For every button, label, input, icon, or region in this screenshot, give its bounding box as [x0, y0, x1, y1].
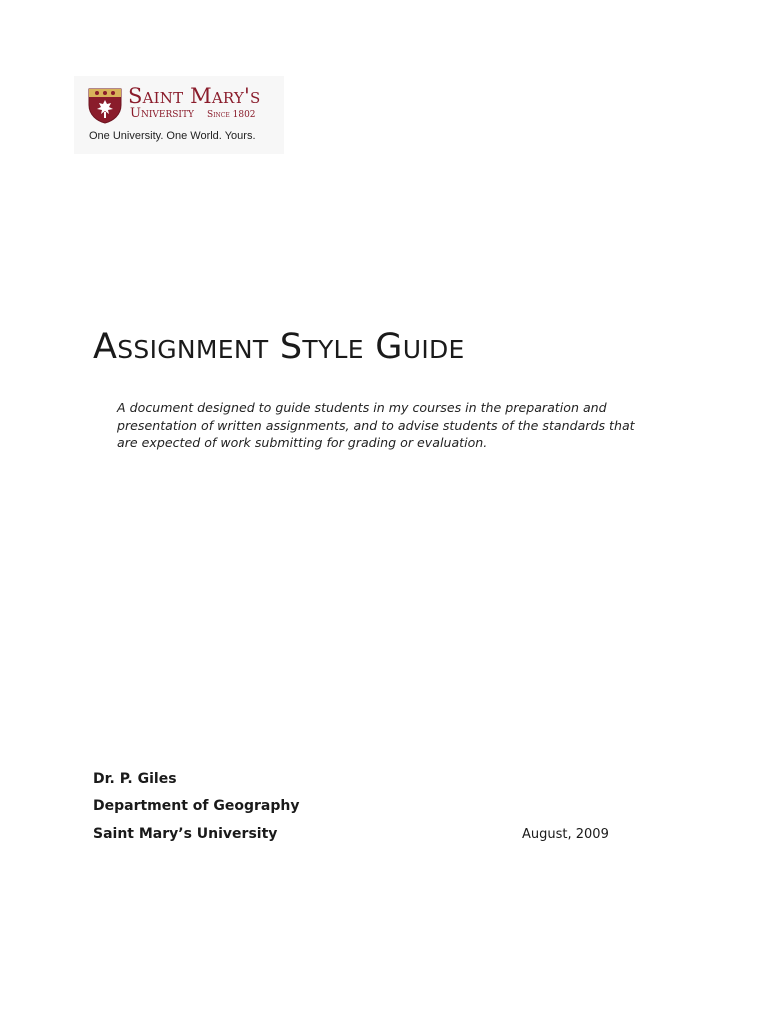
author-department: Department of Geography: [93, 798, 300, 814]
author-university: Saint Mary’s University: [93, 826, 278, 842]
logo-name: Saint Mary's: [128, 84, 261, 108]
document-description: A document designed to guide students in my courses in the preparation and presentation of written assignments, and to advise students of the standards that are expected of work submitting for grading or evaluation.: [117, 400, 635, 450]
author-name: Dr. P. Giles: [93, 771, 177, 787]
document-date: August, 2009: [522, 827, 609, 842]
logo-tagline: One University. One World. Yours.: [89, 130, 256, 142]
document-title: Assignment Style Guide: [93, 327, 465, 367]
logo-university: University: [130, 106, 194, 121]
logo-since: Since 1802: [207, 110, 256, 120]
crest-icon: [88, 88, 122, 124]
university-logo: [74, 76, 284, 154]
